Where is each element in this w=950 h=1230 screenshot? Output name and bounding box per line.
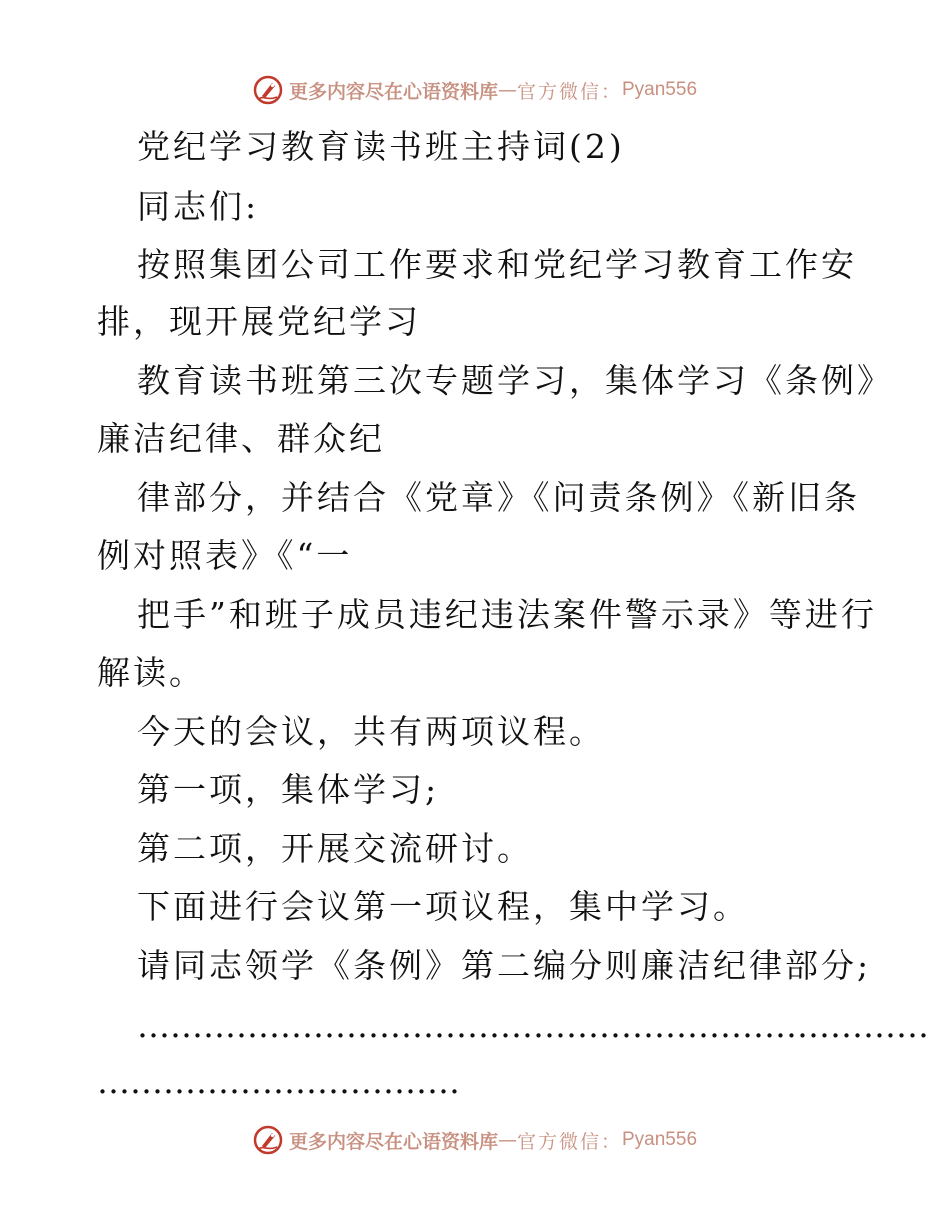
paragraph-line: 下面进行会议第一项议程，集中学习。 [137, 887, 749, 926]
banner-main-text: 更多内容尽在心语资料库 [288, 1130, 498, 1153]
paragraph-line: 今天的会议，共有两项议程。 [137, 712, 605, 751]
paragraph-line: 排，现开展党纪学习 [97, 302, 421, 341]
paragraph-line: 解读。 [97, 653, 205, 692]
paragraph-line: 廉洁纪律、群众纪 [97, 419, 385, 458]
paragraph-line: 把手”和班子成员违纪违法案件警示录》等进行 [137, 595, 877, 634]
banner-main-text: 更多内容尽在心语资料库 [288, 80, 498, 103]
paragraph-line: 按照集团公司工作要求和党纪学习教育工作安 [137, 245, 857, 284]
paragraph-line: 第二项，开展交流研讨。 [137, 829, 533, 868]
banner-wechat-id: Pyan556 [622, 79, 698, 100]
footer-watermark-banner [0, 1120, 950, 1160]
paragraph-line: 第一项，集体学习; [137, 770, 440, 809]
paragraph-line: 例对照表》《“一 [97, 536, 353, 575]
ellipsis-line: ……………………………………………………………… [137, 1006, 929, 1045]
pen-nib-logo-icon [253, 1125, 283, 1155]
paragraph-line: 律部分，并结合《党章》《问责条例》《新旧条 [137, 478, 860, 517]
banner-wechat-label: 官方微信： [516, 1130, 622, 1153]
banner-separator: — [497, 1129, 517, 1151]
banner-wechat-id: Pyan556 [622, 1129, 698, 1150]
pen-nib-logo-icon [253, 75, 283, 105]
paragraph-line: 请同志领学《条例》第二编分则廉洁纪律部分; [137, 946, 872, 985]
paragraph-line: 教育读书班第三次专题学习，集体学习《条例》 [137, 361, 893, 400]
document-title: 党纪学习教育读书班主持词(2) [137, 127, 625, 166]
salutation: 同志们: [137, 187, 260, 226]
header-watermark-banner [0, 70, 950, 110]
banner-separator: — [497, 79, 517, 101]
ellipsis-line: …………………………… [97, 1062, 460, 1101]
banner-wechat-label: 官方微信： [516, 80, 622, 103]
